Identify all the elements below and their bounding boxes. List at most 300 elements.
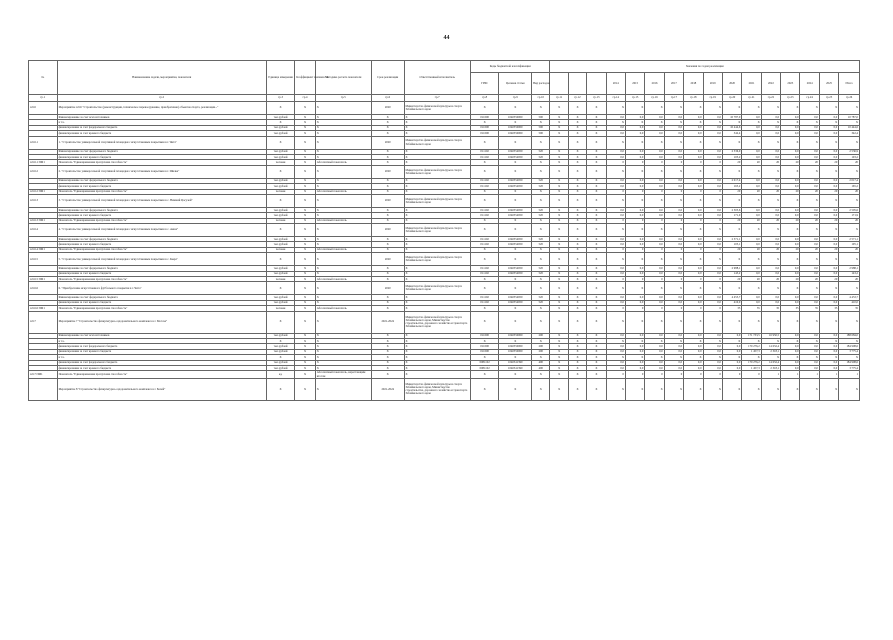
- row-year-value: X: [722, 136, 741, 149]
- row-year-value: 143,2: [839, 271, 860, 276]
- row-year-value: 0,0: [703, 213, 722, 218]
- row-unit: тыс.рублей: [266, 237, 295, 242]
- row-coef: X: [295, 184, 315, 189]
- row-x-cell: X: [550, 154, 568, 159]
- row-year-value: 0,0: [761, 115, 780, 120]
- row-year-value: 0: [606, 306, 625, 311]
- row-number: 4.9.6.6 ПМ1: [29, 306, 58, 311]
- row-year-value: 0,0: [703, 131, 722, 136]
- row-term: X: [371, 184, 404, 189]
- row-grbs: 011102: [470, 184, 499, 189]
- row-year-value: 2 505,6: [839, 207, 860, 212]
- row-target-article: X: [499, 165, 532, 178]
- row-year-value: X: [606, 311, 625, 333]
- row-year-value: 0: [664, 277, 683, 282]
- row-year-value: 14 632,4: [761, 344, 780, 349]
- row-year-value: 2 318,1: [761, 349, 780, 354]
- row-year-value: 0,0: [684, 344, 703, 349]
- row-year-value: 0,0: [800, 149, 819, 154]
- row-x-cell: X: [587, 311, 606, 333]
- row-year-value: 0: [703, 277, 722, 282]
- row-coef: X: [295, 218, 315, 223]
- row-year-value: X: [742, 282, 761, 295]
- row-method: X: [315, 120, 371, 125]
- row-responsible: Министерство физической культуры и спорта Забайкальского края: [404, 282, 470, 295]
- row-year-value: 20: [722, 160, 741, 165]
- row-name: в т.ч.: [57, 355, 266, 360]
- row-x-cell: X: [568, 271, 586, 276]
- row-year-value: 0: [664, 247, 683, 252]
- row-year-value: X: [684, 136, 703, 149]
- row-coef: X: [295, 277, 315, 282]
- row-x-cell: X: [587, 247, 606, 252]
- row-coef: X: [295, 378, 315, 400]
- row-year-value: 0,0: [800, 154, 819, 159]
- row-year-value: 20: [761, 160, 780, 165]
- row-year-value: 0,0: [742, 295, 761, 300]
- row-year-value: X: [645, 194, 664, 207]
- row-year-value: 0: [606, 247, 625, 252]
- row-term: 2020: [371, 194, 404, 207]
- row-target-article: 1040554950: [499, 149, 532, 154]
- row-year-value: 0,0: [819, 213, 838, 218]
- row-target-article: X: [499, 355, 532, 360]
- row-x-cell: X: [568, 154, 586, 159]
- row-year-value: 0,0: [684, 242, 703, 247]
- row-x-cell: X: [550, 136, 568, 149]
- row-number: [29, 378, 58, 400]
- row-target-article: X: [499, 194, 532, 207]
- row-expense-type: X: [532, 218, 550, 223]
- row-year-value: 0,0: [742, 207, 761, 212]
- row-name: финансирование за счет краевого бюджета: [57, 213, 266, 218]
- row-x-cell: X: [587, 365, 606, 370]
- row-name: финансирование за счет федерального бюджета: [57, 125, 266, 130]
- row-year-value: 0,0: [645, 295, 664, 300]
- row-grbs: X: [470, 247, 499, 252]
- row-year-value: 0,0: [684, 178, 703, 183]
- row-year-value: 1 457,3: [742, 365, 761, 370]
- row-x-cell: X: [568, 115, 586, 120]
- row-term: X: [371, 178, 404, 183]
- row-x-cell: X: [587, 306, 606, 311]
- row-year-value: 410,0: [722, 300, 741, 305]
- row-x-cell: X: [550, 102, 568, 115]
- row-grbs: X: [470, 371, 499, 378]
- row-year-value: X: [742, 378, 761, 400]
- row-x-cell: X: [568, 360, 586, 365]
- row-year-value: 20: [761, 277, 780, 282]
- row-year-value: X: [684, 120, 703, 125]
- row-target-article: 1040550000: [499, 125, 532, 130]
- row-grbs: 011000: [470, 344, 499, 349]
- row-number: 4.9.6.2 ПМ1: [29, 189, 58, 194]
- row-coef: X: [295, 360, 315, 365]
- row-target-article: 1040554950: [499, 300, 532, 305]
- row-year-value: X: [606, 338, 625, 343]
- row-unit: X: [266, 136, 295, 149]
- row-year-value: 0,0: [625, 207, 644, 212]
- row-unit: тыс.рублей: [266, 266, 295, 271]
- row-x-cell: X: [550, 247, 568, 252]
- row-name: финансирование за счет краевого бюджета: [57, 271, 266, 276]
- row-year-value: 0,0: [684, 271, 703, 276]
- row-number: 4.9.6.1 ПМ1: [29, 160, 58, 165]
- row-year-value: X: [625, 224, 644, 237]
- row-method: X: [315, 338, 371, 343]
- row-grbs: 0081102: [470, 360, 499, 365]
- row-term: X: [371, 160, 404, 165]
- row-year-value: 170 276,2: [742, 360, 761, 365]
- row-year-value: 0,0: [625, 213, 644, 218]
- row-expense-type: 520: [532, 184, 550, 189]
- row-year-value: X: [645, 102, 664, 115]
- row-year-value: X: [684, 338, 703, 343]
- row-unit: тыс.рублей: [266, 213, 295, 218]
- row-year-value: 0,0: [742, 149, 761, 154]
- row-unit: X: [266, 120, 295, 125]
- column-number: гр.5: [315, 95, 371, 102]
- row-coef: X: [295, 115, 315, 120]
- row-term: X: [371, 300, 404, 305]
- column-number: гр.15: [625, 95, 644, 102]
- row-target-article: X: [499, 218, 532, 223]
- row-year-value: X: [684, 224, 703, 237]
- column-number: гр.3: [266, 95, 295, 102]
- row-target-article: 1040554950: [499, 154, 532, 159]
- row-year-value: 0,0: [800, 131, 819, 136]
- row-year-value: X: [742, 194, 761, 207]
- row-name: Показатель "Единовременная пропускная способность": [57, 277, 266, 282]
- row-year-value: 342,4: [722, 131, 741, 136]
- row-year-value: X: [742, 224, 761, 237]
- row-term: 2020: [371, 224, 404, 237]
- row-x-cell: X: [587, 115, 606, 120]
- row-year-value: X: [703, 194, 722, 207]
- table-row: [29, 253, 860, 266]
- row-year-value: 0,0: [761, 271, 780, 276]
- row-responsible: X: [404, 371, 470, 378]
- row-x-cell: X: [550, 365, 568, 370]
- row-year-value: 0: [684, 247, 703, 252]
- row-year-value: 0,0: [645, 344, 664, 349]
- row-x-cell: X: [568, 371, 586, 378]
- header-cell: 2014: [606, 73, 625, 95]
- row-year-value: 0,0: [664, 242, 683, 247]
- row-target-article: 1040554950: [499, 271, 532, 276]
- row-year-value: 1: [800, 371, 819, 378]
- row-x-cell: X: [550, 207, 568, 212]
- row-year-value: 0,0: [819, 349, 838, 354]
- row-x-cell: X: [587, 136, 606, 149]
- row-responsible: Министерство физической культуры и спорта Забайкальского края: [404, 102, 470, 115]
- row-responsible: X: [404, 333, 470, 338]
- row-year-value: X: [781, 165, 800, 178]
- row-x-cell: X: [568, 102, 586, 115]
- header-cell: 2025: [819, 73, 838, 95]
- row-year-value: 2 017,4: [722, 178, 741, 183]
- row-grbs: X: [470, 311, 499, 333]
- row-year-value: X: [722, 378, 741, 400]
- row-x-cell: X: [550, 282, 568, 295]
- row-year-value: 0,0: [761, 184, 780, 189]
- row-responsible: Министерство физической культуры и спорта Забайкальского края: [404, 165, 470, 178]
- row-unit: тыс.рублей: [266, 300, 295, 305]
- row-expense-type: 500: [532, 125, 550, 130]
- row-x-cell: X: [550, 131, 568, 136]
- row-year-value: X: [761, 338, 780, 343]
- row-year-value: 0,0: [606, 266, 625, 271]
- row-grbs: X: [470, 160, 499, 165]
- row-grbs: X: [470, 224, 499, 237]
- row-method: Абсолютный показатель: [315, 277, 371, 282]
- row-year-value: 20: [800, 247, 819, 252]
- row-expense-type: 200: [532, 333, 550, 338]
- row-year-value: 20: [819, 160, 838, 165]
- row-year-value: 0,0: [625, 154, 644, 159]
- row-grbs: 011102: [470, 242, 499, 247]
- table-row: [29, 194, 860, 207]
- row-x-cell: X: [550, 277, 568, 282]
- row-name: Финансирование за счет всех источников: [57, 115, 266, 120]
- row-year-value: 0,0: [606, 333, 625, 338]
- row-year-value: 0,0: [781, 271, 800, 276]
- row-responsible: Министерство физической культуры и спорта Забайкальского края, Министерство строительства, дорожного хозяйства и транспорта Забайкальского края: [404, 311, 470, 333]
- row-expense-type: 500: [532, 115, 550, 120]
- row-expense-type: X: [532, 224, 550, 237]
- row-responsible: Министерство физической культуры и спорта Забайкальского края: [404, 136, 470, 149]
- row-method: X: [315, 115, 371, 120]
- row-method: X: [315, 178, 371, 183]
- row-year-value: X: [606, 136, 625, 149]
- row-year-value: 20: [819, 218, 838, 223]
- row-year-value: X: [606, 253, 625, 266]
- row-grbs: X: [470, 102, 499, 115]
- row-x-cell: X: [568, 242, 586, 247]
- row-year-value: 20: [722, 218, 741, 223]
- row-term: X: [371, 189, 404, 194]
- row-target-article: X: [499, 120, 532, 125]
- row-year-value: 143,2: [722, 271, 741, 276]
- row-year-value: 20: [742, 277, 761, 282]
- row-year-value: 0,0: [625, 271, 644, 276]
- row-responsible: X: [404, 184, 470, 189]
- row-name: финансирование за счет краевого бюджета: [57, 365, 266, 370]
- row-responsible: X: [404, 360, 470, 365]
- row-x-cell: X: [550, 165, 568, 178]
- row-year-value: X: [703, 338, 722, 343]
- row-expense-type: X: [532, 189, 550, 194]
- row-x-cell: X: [568, 184, 586, 189]
- row-term: X: [371, 213, 404, 218]
- row-target-article: 1040550000: [499, 344, 532, 349]
- header-row: [29, 61, 860, 73]
- row-year-value: 0,0: [800, 295, 819, 300]
- table-row: [29, 282, 860, 295]
- row-x-cell: X: [587, 213, 606, 218]
- row-year-value: 0,0: [703, 242, 722, 247]
- row-name: Финансирование за счет всех источников: [57, 333, 266, 338]
- row-unit: тыс.рублей: [266, 242, 295, 247]
- row-year-value: X: [645, 136, 664, 149]
- row-name: Финансирование за счет федерального бюджета: [57, 207, 266, 212]
- row-method: X: [315, 266, 371, 271]
- row-expense-type: X: [532, 102, 550, 115]
- row-year-value: 0,0: [664, 149, 683, 154]
- row-year-value: 20: [761, 189, 780, 194]
- row-year-value: 0: [684, 306, 703, 311]
- row-responsible: X: [404, 349, 470, 354]
- row-year-value: X: [722, 224, 741, 237]
- row-year-value: 20: [781, 189, 800, 194]
- header-cell: №: [29, 61, 58, 95]
- row-year-value: X: [839, 102, 860, 115]
- row-year-value: X: [800, 253, 819, 266]
- row-year-value: 0,0: [664, 207, 683, 212]
- row-year-value: 0,0: [761, 237, 780, 242]
- row-year-value: 0,0: [625, 125, 644, 130]
- row-coef: X: [295, 371, 315, 378]
- row-x-cell: X: [568, 224, 586, 237]
- row-year-value: 0,0: [703, 365, 722, 370]
- row-year-value: 0,0: [606, 237, 625, 242]
- row-year-value: 0: [703, 247, 722, 252]
- row-x-cell: X: [587, 371, 606, 378]
- row-x-cell: X: [550, 306, 568, 311]
- row-unit: человек: [266, 160, 295, 165]
- row-year-value: 170 276,2: [742, 344, 761, 349]
- row-year-value: X: [684, 102, 703, 115]
- header-cell: 2017: [664, 73, 683, 95]
- row-year-value: 0,0: [819, 300, 838, 305]
- column-number: гр.26: [839, 95, 860, 102]
- row-x-cell: X: [587, 120, 606, 125]
- row-year-value: 0,0: [800, 333, 819, 338]
- row-method: X: [315, 102, 371, 115]
- row-year-value: 0,0: [703, 149, 722, 154]
- row-method: X: [315, 365, 371, 370]
- row-responsible: X: [404, 277, 470, 282]
- row-x-cell: X: [568, 136, 586, 149]
- row-year-value: X: [645, 311, 664, 333]
- row-term: 2020: [371, 102, 404, 115]
- row-year-value: X: [684, 282, 703, 295]
- row-year-value: 20: [819, 189, 838, 194]
- row-term: X: [371, 344, 404, 349]
- row-unit: тыс.рублей: [266, 295, 295, 300]
- row-year-value: X: [819, 338, 838, 343]
- row-unit: человек: [266, 277, 295, 282]
- row-term: X: [371, 237, 404, 242]
- row-year-value: 0,0: [781, 266, 800, 271]
- row-year-value: X: [664, 311, 683, 333]
- row-year-value: 0,0: [664, 300, 683, 305]
- row-year-value: X: [781, 311, 800, 333]
- row-year-value: 0: [606, 189, 625, 194]
- row-year-value: 0,0: [703, 271, 722, 276]
- row-year-value: X: [742, 338, 761, 343]
- row-x-cell: X: [568, 344, 586, 349]
- row-year-value: X: [761, 311, 780, 333]
- row-year-value: 20: [800, 277, 819, 282]
- row-x-cell: X: [587, 295, 606, 300]
- row-year-value: 0,0: [781, 149, 800, 154]
- row-year-value: 0,0: [703, 349, 722, 354]
- row-year-value: X: [645, 378, 664, 400]
- row-year-value: 0: [742, 371, 761, 378]
- row-x-cell: X: [550, 271, 568, 276]
- row-year-value: 0: [625, 277, 644, 282]
- row-year-value: 1: [761, 371, 780, 378]
- row-grbs: X: [470, 378, 499, 400]
- header-cell: Значения по годам реализации: [550, 61, 860, 73]
- row-year-value: 171 733,5: [742, 333, 761, 338]
- row-x-cell: X: [587, 131, 606, 136]
- row-year-value: X: [645, 253, 664, 266]
- row-year-value: 0,0: [800, 237, 819, 242]
- row-x-cell: X: [550, 378, 568, 400]
- row-year-value: X: [761, 194, 780, 207]
- row-method: X: [315, 360, 371, 365]
- column-number: гр.20: [722, 95, 741, 102]
- row-year-value: X: [742, 311, 761, 333]
- row-year-value: 0,0: [606, 271, 625, 276]
- row-grbs: 011102: [470, 154, 499, 159]
- row-year-value: 105,1: [722, 242, 741, 247]
- column-number: гр.12: [568, 95, 586, 102]
- row-year-value: 0,0: [684, 295, 703, 300]
- column-number: гр.16: [645, 95, 664, 102]
- row-year-value: 0: [645, 277, 664, 282]
- row-year-value: 184 908,6: [839, 360, 860, 365]
- row-unit: ед.: [266, 371, 295, 378]
- row-year-value: 0,0: [819, 333, 838, 338]
- row-unit: X: [266, 338, 295, 343]
- row-responsible: X: [404, 247, 470, 252]
- row-year-value: X: [839, 338, 860, 343]
- row-term: X: [371, 154, 404, 159]
- row-unit: человек: [266, 218, 295, 223]
- row-year-value: 0,0: [781, 349, 800, 354]
- row-year-value: 35: [761, 306, 780, 311]
- row-year-value: 0,0: [781, 242, 800, 247]
- row-expense-type: X: [532, 277, 550, 282]
- row-unit: человек: [266, 247, 295, 252]
- row-year-value: 1: [839, 371, 860, 378]
- row-year-value: X: [819, 378, 838, 400]
- row-year-value: 0,0: [800, 242, 819, 247]
- row-year-value: 20: [800, 189, 819, 194]
- row-x-cell: X: [587, 178, 606, 183]
- row-unit: X: [266, 194, 295, 207]
- row-year-value: 0,0: [819, 125, 838, 130]
- row-x-cell: X: [568, 247, 586, 252]
- row-coef: X: [295, 247, 315, 252]
- row-year-value: 0,0: [781, 184, 800, 189]
- row-year-value: X: [800, 311, 819, 333]
- row-x-cell: X: [587, 378, 606, 400]
- row-year-value: X: [703, 311, 722, 333]
- row-responsible: X: [404, 365, 470, 370]
- row-x-cell: X: [550, 360, 568, 365]
- row-year-value: 0,0: [664, 184, 683, 189]
- column-number: гр.18: [684, 95, 703, 102]
- row-name: Финансирование за счет федерального бюджета: [57, 237, 266, 242]
- row-responsible: X: [404, 306, 470, 311]
- row-unit: X: [266, 253, 295, 266]
- row-year-value: 0,0: [800, 184, 819, 189]
- row-responsible: X: [404, 271, 470, 276]
